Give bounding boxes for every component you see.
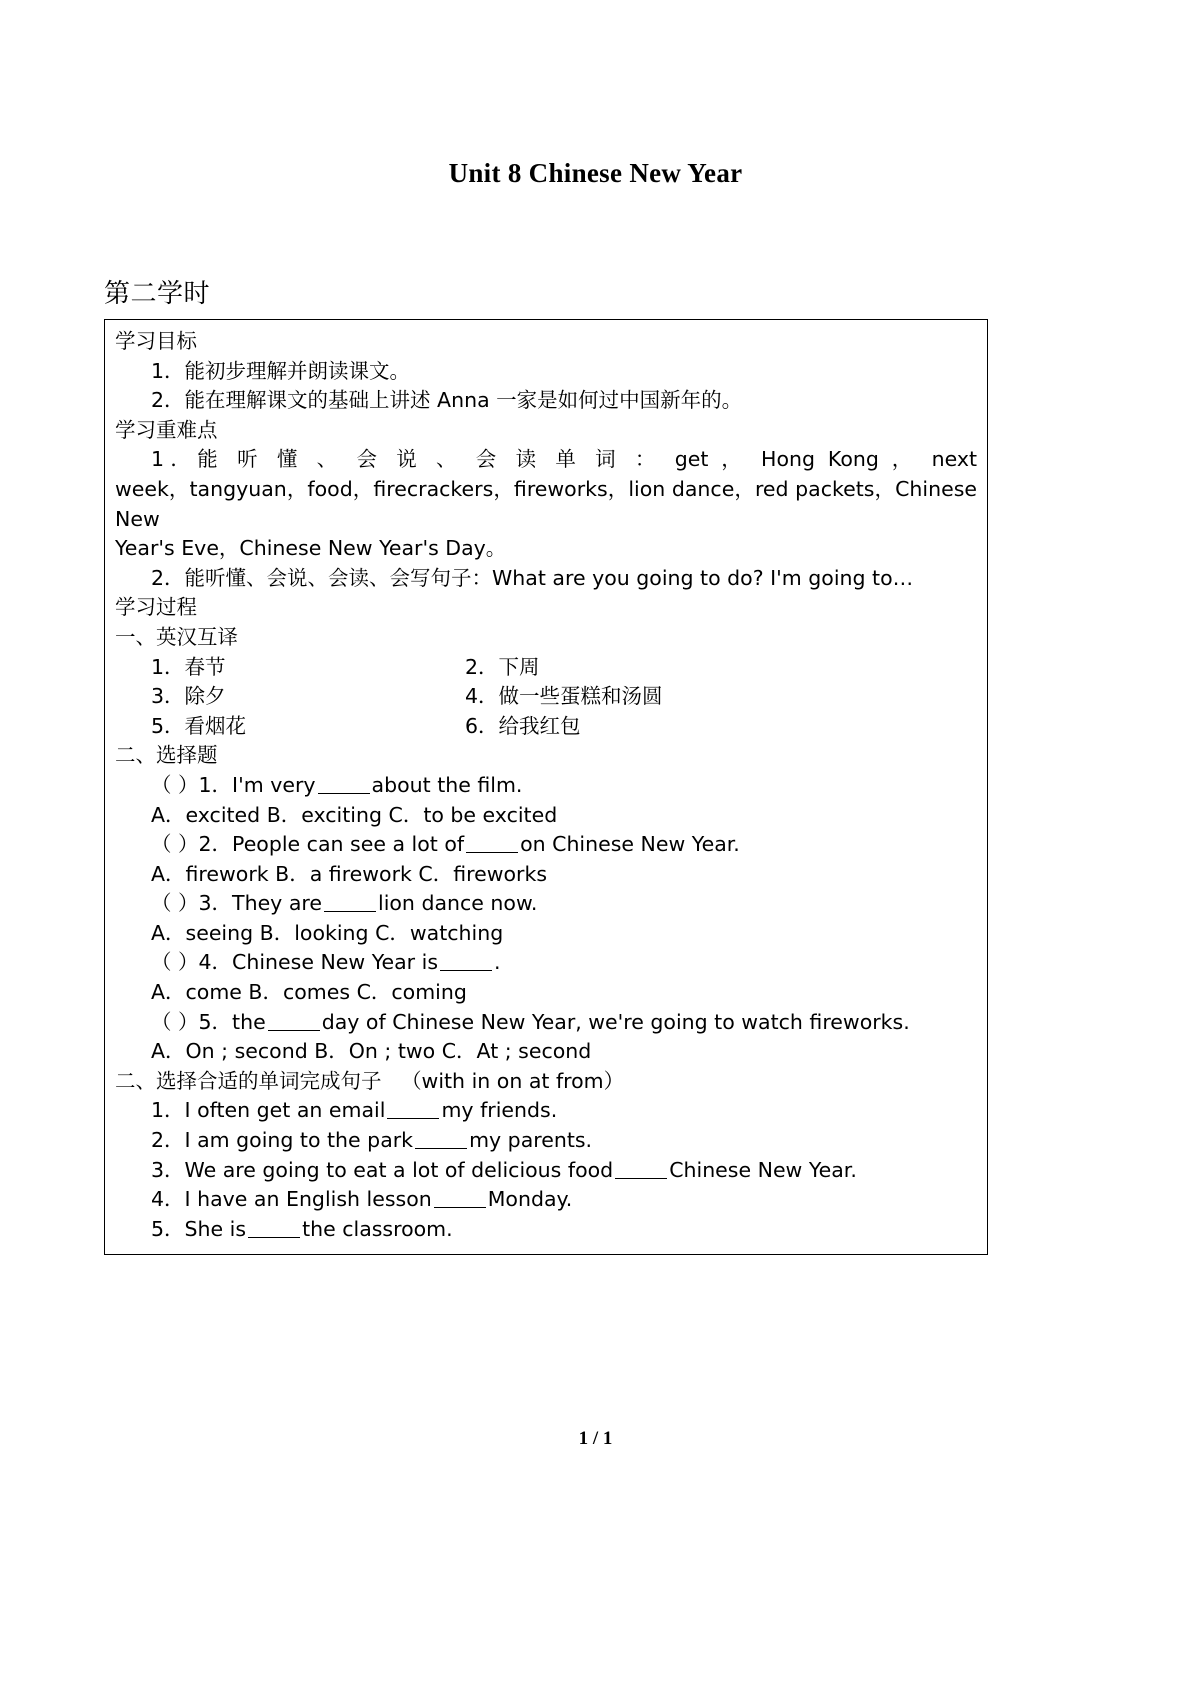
translate-item-4: 4．做一些蛋糕和汤圆: [465, 684, 663, 709]
choice-options-1[interactable]: A．excited B．exciting C．to be excited: [151, 802, 558, 827]
choice-options-3[interactable]: A．seeing B．looking C．watching: [151, 920, 504, 945]
objective-item-2: 2．能在理解课文的基础上讲述 Anna 一家是如何过中国新年的。: [151, 388, 743, 413]
fill-question-3-post: Chinese New Year.: [669, 1157, 857, 1182]
translate-item-2: 2．下周: [465, 654, 540, 679]
fill-question-5-post: the classroom.: [302, 1216, 453, 1241]
choice-question-2-pre: （ ）2．People can see a lot of: [151, 832, 465, 857]
key-point-item-1-line-1: 1．能 听 懂 、 会 说 、 会 读 单 词 ： get ， Hong Kong ， next: [151, 447, 977, 472]
choice-options-2[interactable]: A．firework B．a firework C．fireworks: [151, 861, 548, 886]
translate-item-5: 5．看烟花: [151, 713, 247, 738]
choice-question-2-post: on Chinese New Year.: [520, 832, 740, 857]
section-fill-heading: [115, 1067, 977, 1097]
key-point-item-1: [115, 445, 977, 563]
choice-question-4: [115, 948, 977, 978]
choice-question-3-pre: （ ）3．They are: [151, 891, 322, 916]
objective-item-1: 1．能初步理解并朗读课文。: [151, 358, 411, 383]
choice-question-3: [115, 889, 977, 919]
fill-question-5-pre: 5．She is: [151, 1216, 247, 1241]
choice-question-2: [115, 830, 977, 860]
fill-question-2-post: my parents.: [469, 1128, 593, 1153]
answer-blank[interactable]: [387, 1118, 439, 1119]
key-point-item-2: 2．能听懂、会说、会读、会写句子：What are you going to do? I'm going to…: [151, 565, 914, 590]
choice-options-5[interactable]: A．On ; second B．On ; two C．At ; second: [151, 1039, 592, 1064]
answer-blank[interactable]: [415, 1148, 467, 1149]
key-points-heading: 学习重难点: [115, 417, 218, 442]
fill-question-2: [115, 1126, 977, 1156]
section-choice-heading: 二、选择题: [115, 743, 218, 768]
key-point-item-1-line-3: Year's Eve，Chinese New Year's Day。: [115, 536, 507, 561]
choice-question-5: [115, 1008, 977, 1038]
fill-question-4-post: Monday.: [487, 1187, 573, 1212]
fill-question-3: [115, 1156, 977, 1186]
answer-blank[interactable]: [318, 793, 370, 794]
choice-question-5-post: day of Chinese New Year, we're going to watch fireworks.: [321, 1009, 910, 1034]
answer-blank[interactable]: [615, 1178, 667, 1179]
fill-question-1-post: my friends.: [441, 1098, 558, 1123]
page-title: Unit 8 Chinese New Year: [448, 158, 743, 188]
section-translate-heading: 一、英汉互译: [115, 624, 238, 649]
word-bank: （with in on at from）: [401, 1068, 625, 1093]
lesson-heading: 第二学时: [104, 279, 211, 309]
fill-question-5: [115, 1215, 977, 1245]
key-point-item-1-line-2: week，tangyuan，food，firecrackers，fireworks，lion dance，red packets，Chinese New: [115, 476, 977, 531]
fill-question-3-pre: 3．We are going to eat a lot of delicious food: [151, 1157, 614, 1182]
answer-blank[interactable]: [434, 1207, 486, 1208]
answer-blank[interactable]: [324, 911, 376, 912]
fill-question-2-pre: 2．I am going to the park: [151, 1128, 414, 1153]
translate-item-6: 6．给我红包: [465, 713, 581, 738]
page-number-footer: 1 / 1: [578, 1428, 613, 1449]
fill-question-4: [115, 1185, 977, 1215]
choice-question-1-post: about the film.: [371, 772, 523, 797]
worksheet-content-box: [104, 319, 988, 1255]
process-heading: 学习过程: [115, 595, 197, 620]
fill-question-4-pre: 4．I have an English lesson: [151, 1187, 432, 1212]
translate-row: [115, 653, 977, 683]
answer-blank[interactable]: [440, 970, 492, 971]
translate-item-3: 3．除夕: [151, 684, 226, 709]
choice-options-4[interactable]: A．come B．comes C．coming: [151, 980, 467, 1005]
answer-blank[interactable]: [268, 1030, 320, 1031]
objectives-heading: 学习目标: [115, 329, 197, 353]
section-fill-heading-text: 二、选择合适的单词完成句子: [115, 1068, 382, 1093]
translate-item-1: 1．春节: [151, 654, 226, 679]
choice-question-4-post: .: [494, 950, 501, 975]
translate-row: [115, 682, 977, 712]
choice-question-3-post: lion dance now.: [378, 891, 538, 916]
choice-question-1: [115, 771, 977, 801]
translate-row: [115, 712, 977, 742]
answer-blank[interactable]: [466, 852, 518, 853]
answer-blank[interactable]: [248, 1237, 300, 1238]
choice-question-5-pre: （ ）5．the: [151, 1009, 266, 1034]
fill-question-1-pre: 1．I often get an email: [151, 1098, 386, 1123]
fill-question-1: [115, 1096, 977, 1126]
choice-question-4-pre: （ ）4．Chinese New Year is: [151, 950, 438, 975]
choice-question-1-pre: （ ）1．I'm very: [151, 772, 316, 797]
